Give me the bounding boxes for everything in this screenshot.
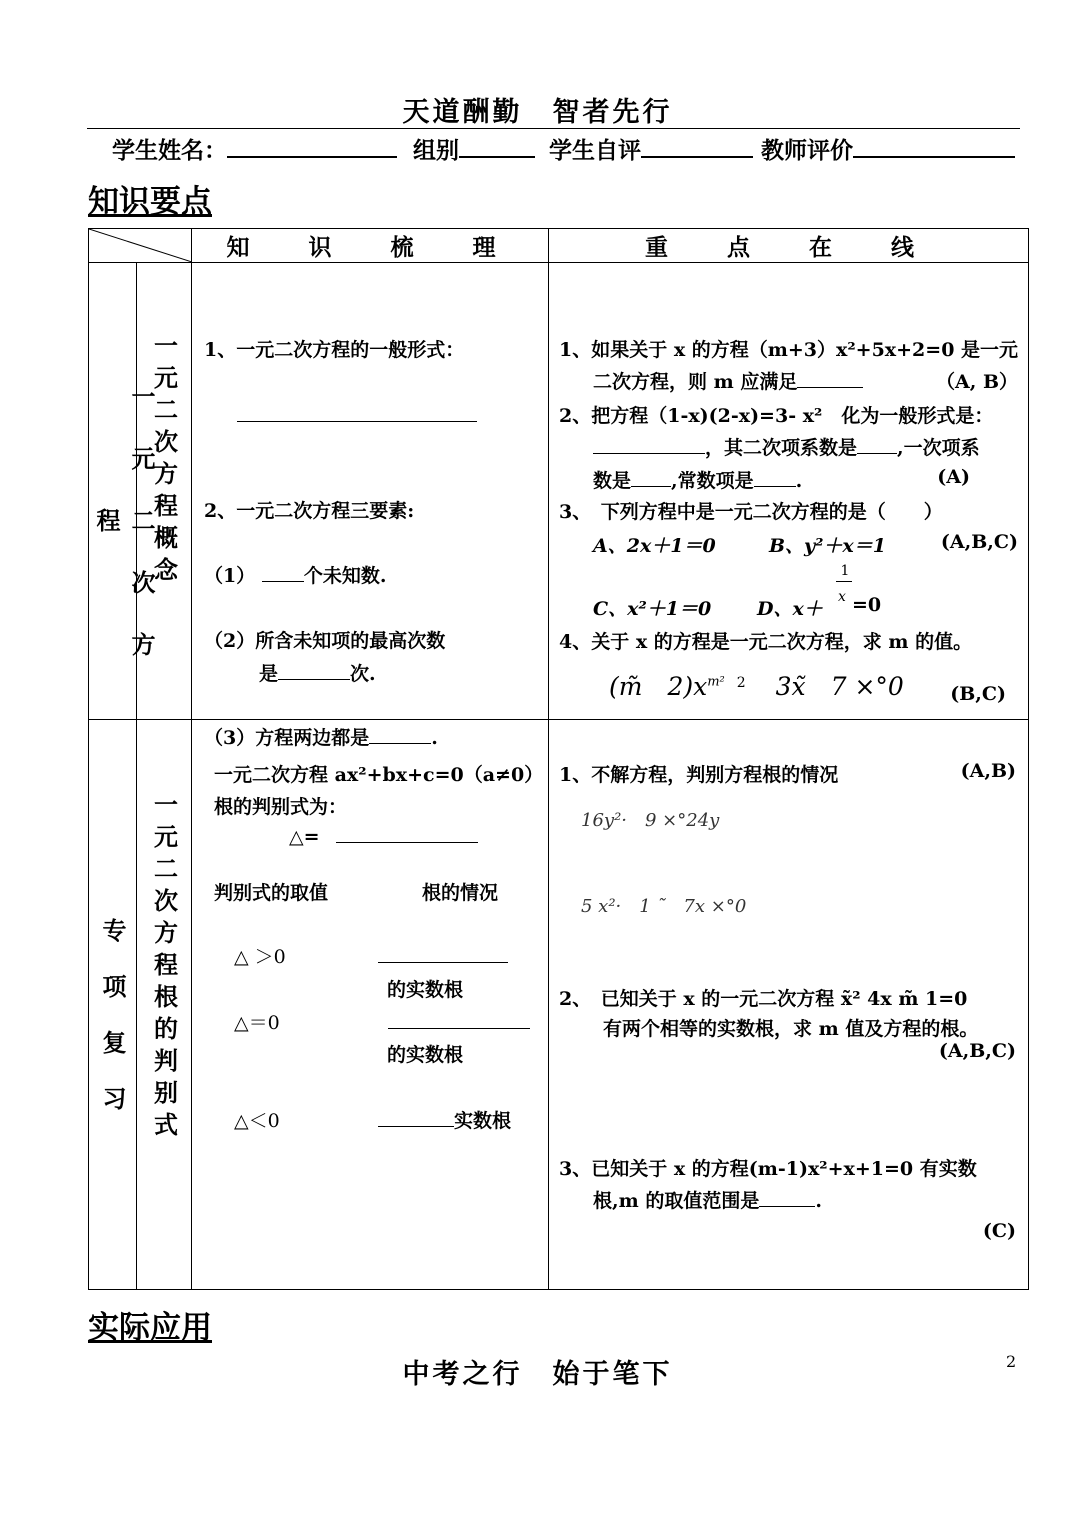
p1-q2-level: (A) [937,466,970,488]
k2-eq: △＝0 [234,1012,280,1034]
practice-cell-2 [549,720,1029,1290]
knowledge-cell-1 [192,263,549,749]
p1-q3-C: C、x²＋1＝0 [593,598,712,620]
group-label: 组别 [413,137,460,164]
p2-q3b: 根,m 的取值范围是 [593,1190,760,1212]
p2-q1-eq1: 16y²· 9 ×°24y [581,810,720,831]
p2-q3b2: . [815,1190,822,1212]
k2-eq-res: 的实数根 [387,1044,464,1066]
sub-label-2: 一元二次方程根的判别式 [149,792,179,1144]
k2-b: 根的判别式为： [214,796,348,818]
p2-q2b: 有两个相等的实数根，求 m 值及方程的根。 [603,1018,979,1040]
footer-motto: 中考之行 始于笔下 [402,1359,673,1390]
p1-q3-level: (A,B,C) [940,531,1018,553]
self-eval-field[interactable] [641,134,753,158]
p1-q3-D: D、x＋ [757,598,823,620]
p1-q1b: 二次方程，则 m 应满足 [593,371,798,393]
k2-delta: △= [289,826,320,848]
p2-q1-level: (A,B) [960,760,1016,782]
group-label-2: 专项复习 [98,918,127,1142]
header-rule [87,128,1020,129]
p1-q3a: 3、 下列方程中是一元二次方程的是（ ） [559,501,943,523]
group-label-1: 一元二次方程 [92,383,156,694]
k1-item2-3-end: . [431,727,438,749]
p1-q3-frac-den: x [838,589,846,605]
k2-lt-res: 实数根 [454,1110,512,1132]
k1-item2-1b: 个未知数. [303,565,387,587]
p1-q2-blank4[interactable] [754,468,796,487]
col-header-knowledge: 知 识 梳 理 [192,229,549,263]
student-name-field[interactable] [227,134,397,158]
p1-q2b2: ,一次项系 [897,437,980,459]
p2-q2a: 2、 已知关于 x 的一元二次方程 x̃² 4x m̃ 1=0 [559,988,968,1010]
k1-item2-1a: （1） [204,565,256,587]
p2-q1: 1、不解方程，判别方程根的情况 [559,764,839,786]
header-motto: 天道酬勤 智者先行 [402,97,673,128]
p1-q2a: 2、把方程（1-x)(2-x)=3- x² 化为一般形式是： [559,405,994,427]
k2-gt-res: 的实数根 [387,979,464,1001]
teacher-eval-label: 教师评价 [761,137,854,164]
p1-q2-blank3[interactable] [631,468,671,487]
self-eval-label: 学生自评 [549,137,642,164]
k1-blank-degree[interactable] [278,661,350,680]
p1-q3-D2: =0 [852,594,882,616]
p1-q4: 4、关于 x 的方程是一元二次方程，求 m 的值。 [559,631,973,653]
section-title-application: 实际应用 [88,1310,212,1346]
p1-q1-level: （A, B） [935,371,1018,393]
k2-col-b: 根的情况 [422,882,499,904]
k1-item2-3: （3）方程两边都是 [204,727,370,749]
k2-gt: △ ＞0 [234,946,286,968]
diagonal-line [89,229,192,262]
col-header-practice: 重 点 在 线 [549,229,1029,263]
p1-q1-blank[interactable] [797,369,863,388]
p1-q3-A: A、2x＋1＝0 [593,535,716,557]
p1-q3-B: B、y²＋x＝1 [769,535,886,557]
student-name-label: 学生姓名： [112,137,227,164]
knowledge-cell-2 [192,720,549,1290]
k1-blank-unknowns[interactable] [262,563,304,582]
p2-q3-level: (C) [982,1220,1016,1242]
k1-item2: 2、一元二次方程三要素: [204,500,415,522]
p1-q2b: ，其二次项系数是 [705,437,858,459]
p1-q4-formula-b: 3x̃ 7 ×°0 [775,672,904,701]
k2-lt: △＜0 [234,1110,280,1132]
k2-a: 一元二次方程 ax²+bx+c=0（a≠0） [214,764,544,786]
page-number: 2 [1006,1352,1017,1371]
k1-item2-2a: （2）所含未知项的最高次数 [204,630,446,652]
p1-q4-sup: m² [707,674,725,690]
p1-q2c2: ,常数项是 [671,470,754,492]
p1-q2-blank1[interactable] [593,435,705,454]
p2-q2-level: (A,B,C) [938,1040,1016,1062]
p1-q2c: 数是 [593,470,632,492]
p1-q4-formula-a: (m̃ 2)x [609,672,708,701]
p1-q2c3: . [795,470,803,492]
p1-q4-mid: 2 [736,675,746,691]
k1-blank-general-form[interactable] [237,403,477,422]
p2-q3a: 3、已知关于 x 的方程(m-1)x²+x+1=0 有实数 [559,1158,977,1180]
practice-cell-1 [549,263,1029,720]
group-cell-2 [89,720,137,1290]
p1-q4-formula [609,667,904,703]
teacher-eval-field[interactable] [853,134,1015,158]
knowledge-table [88,228,1029,1290]
sub-cell-2 [137,720,192,1290]
p2-q3-blank[interactable] [759,1188,815,1207]
p1-q4-level: (B,C) [950,683,1006,705]
group-cell-1 [89,263,156,720]
p2-q1-eq2: 5 x²· 1 ˜ 7x ×°0 [581,896,747,917]
k2-delta-blank[interactable] [336,824,478,843]
k1-item1: 1、一元二次方程的一般形式： [204,339,465,361]
corner-cell [89,229,192,263]
p1-q2-blank2[interactable] [857,435,897,454]
p1-q3-frac-bar [836,581,852,582]
k2-eq-blank[interactable] [388,1010,530,1029]
k1-item2-2b: 是 [259,663,279,685]
group-field[interactable] [459,134,535,158]
k2-gt-blank[interactable] [378,944,508,963]
student-info-line [112,132,1015,165]
section-title-knowledge: 知识要点 [88,184,212,220]
p1-q3-frac-num: 1 [840,563,850,579]
k2-lt-blank[interactable] [378,1108,454,1127]
k1-item2-2c: 次. [350,663,376,685]
p1-q1a: 1、如果关于 x 的方程（m+3）x²+5x+2=0 是一元 [559,339,1019,361]
sub-label-1: 一元二次方程概念 [149,333,179,589]
k2-col-a: 判别式的取值 [214,882,329,904]
